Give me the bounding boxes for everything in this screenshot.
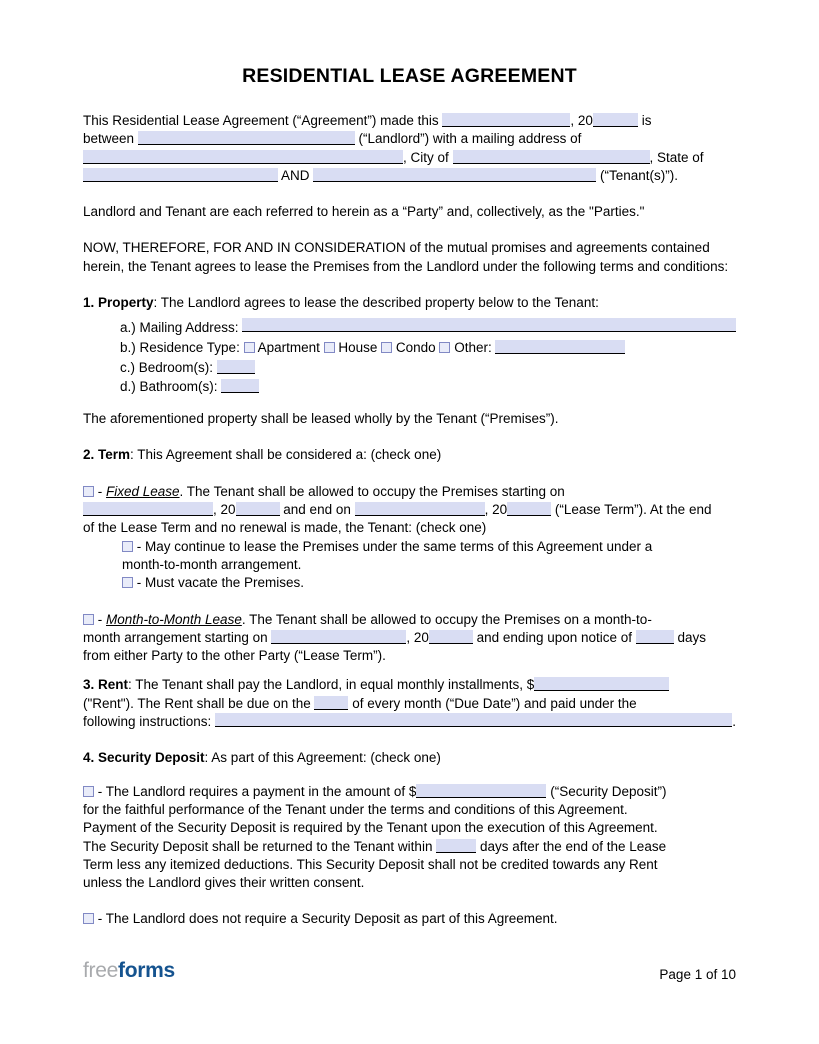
intro-paragraph xyxy=(83,112,736,185)
property-item-mailing-address xyxy=(120,318,736,338)
section-1-heading: 1. Property xyxy=(83,295,154,311)
property-item-bedrooms xyxy=(120,358,736,378)
field-payment-instructions[interactable] xyxy=(215,713,732,727)
monthly-l3: from either Party to the other Party (“Lease Term”). xyxy=(83,648,386,664)
rent-l2a: ("Rent"). The Rent shall be due on the xyxy=(83,695,315,711)
fixed-l2d: (“Lease Term”). At the end xyxy=(551,502,712,518)
field-rent-amount[interactable] xyxy=(534,677,669,691)
field-landlord-state[interactable] xyxy=(83,168,278,182)
intro-text-city-of: , City of xyxy=(403,149,453,165)
fixed-lease-label: Fixed Lease xyxy=(106,483,180,499)
other-label: Other: xyxy=(450,340,496,356)
field-monthly-start-year[interactable] xyxy=(429,630,473,644)
item-b-label: b.) Residence Type: xyxy=(120,340,244,356)
rent-l1-rest: : The Tenant shall pay the Landlord, in equal monthly installments, $ xyxy=(128,677,535,693)
rent-l3a: following instructions: xyxy=(83,714,216,730)
field-monthly-start-date[interactable] xyxy=(271,630,406,644)
page-indicator: Page 1 of 10 xyxy=(659,967,736,982)
intro-text-tenants: (“Tenant(s)”). xyxy=(596,167,679,183)
fixed-l2c: , 20 xyxy=(484,502,508,518)
section-3-heading: 3. Rent xyxy=(83,677,129,693)
intro-text-landlord: (“Landlord”) with a mailing address of xyxy=(354,131,582,147)
apartment-label: Apartment xyxy=(254,340,324,356)
house-label: House xyxy=(334,340,382,356)
field-agreement-date[interactable] xyxy=(442,113,570,127)
parties-text: Landlord and Tenant are each referred to herein as a “Party” and, collectively, as the "Parties." xyxy=(83,204,645,220)
field-bathrooms[interactable] xyxy=(221,379,259,393)
field-agreement-year[interactable] xyxy=(593,113,638,127)
field-deposit-amount[interactable] xyxy=(416,784,546,798)
rent-l3b: . xyxy=(732,714,736,730)
property-list xyxy=(120,318,736,397)
checkbox-fixed-lease[interactable] xyxy=(83,486,94,497)
monthly-l2b: , 20 xyxy=(406,629,429,645)
monthly-l2a: month arrangement starting on xyxy=(83,629,272,645)
checkbox-other[interactable] xyxy=(439,342,450,353)
fixed-l3: of the Lease Term and no renewal is made, the Tenant: (check one) xyxy=(83,520,487,536)
item-c-label: c.) Bedroom(s): xyxy=(120,359,217,375)
field-landlord-street-address[interactable] xyxy=(83,150,403,164)
field-property-address[interactable] xyxy=(242,318,736,332)
field-fixed-end-year[interactable] xyxy=(507,502,551,516)
intro-text-made-this: This Residential Lease Agreement (“Agreement”) made this xyxy=(83,113,443,128)
field-landlord-name[interactable] xyxy=(138,131,355,145)
field-tenant-names[interactable] xyxy=(313,168,596,182)
consideration-text: NOW, THEREFORE, FOR AND IN CONSIDERATION of the mutual promises and agreements contained herein, the Tenant agrees to lease the Premises from the Landlord under the following terms and conditions: xyxy=(83,240,729,274)
intro-text-comma-20: , 20 xyxy=(570,113,593,128)
consideration-paragraph xyxy=(83,239,736,276)
field-other-residence-type[interactable] xyxy=(495,340,625,354)
section-2-term-heading xyxy=(83,446,736,464)
parties-paragraph xyxy=(83,203,736,221)
section-4-heading-paragraph xyxy=(83,749,736,767)
monthly-dash: - xyxy=(94,611,106,627)
deposit-l4a: The Security Deposit shall be returned to the Tenant within xyxy=(83,838,437,854)
premises-text: The aforementioned property shall be leased wholly by the Tenant (“Premises”). xyxy=(83,411,559,427)
checkbox-month-to-month-lease[interactable] xyxy=(83,614,94,625)
checkbox-apartment[interactable] xyxy=(244,342,255,353)
section-1-property xyxy=(83,294,736,428)
may-continue-text: - May continue to lease the Premises under the same terms of this Agreement under a xyxy=(133,538,653,554)
item-a-label: a.) Mailing Address: xyxy=(120,320,243,336)
section-3-rent xyxy=(83,676,736,731)
property-item-bathrooms xyxy=(120,377,736,397)
must-vacate-text: - Must vacate the Premises. xyxy=(133,575,305,591)
field-fixed-end-date[interactable] xyxy=(355,502,485,516)
month-to-month-label: Month-to-Month Lease xyxy=(106,611,242,627)
fixed-l2b: and end on xyxy=(279,502,355,518)
document-title: RESIDENTIAL LEASE AGREEMENT xyxy=(242,65,577,87)
section-2-heading-rest: : This Agreement shall be considered a: (check one) xyxy=(130,447,442,463)
deposit-l1b: (“Security Deposit”) xyxy=(546,783,667,799)
field-landlord-city[interactable] xyxy=(453,150,650,164)
fixed-l1-rest: . The Tenant shall be allowed to occupy the Premises starting on xyxy=(179,483,565,499)
field-fixed-start-year[interactable] xyxy=(236,502,280,516)
monthly-l2c: and ending upon notice of xyxy=(472,629,636,645)
intro-text-state-of: , State of xyxy=(649,149,704,165)
section-4-heading: 4. Security Deposit xyxy=(83,750,205,766)
rent-l2b: of every month (“Due Date”) and paid under the xyxy=(348,695,637,711)
intro-text-between: between xyxy=(83,131,138,147)
intro-text-is: is xyxy=(637,113,652,128)
checkbox-condo[interactable] xyxy=(381,342,392,353)
no-deposit-text: - The Landlord does not require a Security Deposit as part of this Agreement. xyxy=(94,911,558,927)
month-to-month-paragraph xyxy=(83,611,736,666)
field-fixed-start-date[interactable] xyxy=(83,502,213,516)
checkbox-may-continue[interactable] xyxy=(122,541,133,552)
deposit-l4b: days after the end of the Lease xyxy=(476,838,667,854)
checkbox-requires-deposit[interactable] xyxy=(83,786,94,797)
section-2-heading: 2. Term xyxy=(83,447,131,463)
property-item-residence-type xyxy=(120,338,736,358)
section-4-heading-rest: : As part of this Agreement: (check one) xyxy=(204,750,441,766)
monthly-l1-rest: . The Tenant shall be allowed to occupy the Premises on a month-to- xyxy=(241,611,652,627)
field-rent-due-day[interactable] xyxy=(314,696,348,710)
logo-free-text: free xyxy=(83,959,118,982)
item-d-label: d.) Bathroom(s): xyxy=(120,379,222,395)
may-continue-text-2: month-to-month arrangement. xyxy=(122,556,302,572)
fixed-lease-paragraph xyxy=(83,483,736,593)
checkbox-no-deposit[interactable] xyxy=(83,913,94,924)
checkbox-must-vacate[interactable] xyxy=(122,577,133,588)
deposit-l5: Term less any itemized deductions. This Security Deposit shall not be credited towards any Rent xyxy=(83,856,658,872)
deposit-l2: for the faithful performance of the Tenant under the terms and conditions of this Agreement. xyxy=(83,801,628,817)
field-notice-days[interactable] xyxy=(636,630,674,644)
logo-forms-text: forms xyxy=(118,959,175,982)
freeforms-logo xyxy=(83,958,175,984)
deposit-required-paragraph xyxy=(83,783,736,893)
section-1-heading-rest: : The Landlord agrees to lease the described property below to the Tenant: xyxy=(153,295,599,311)
no-deposit-paragraph xyxy=(83,910,736,928)
field-deposit-return-days[interactable] xyxy=(436,839,476,853)
deposit-l6: unless the Landlord gives their written consent. xyxy=(83,875,365,891)
intro-text-and: AND xyxy=(278,167,314,183)
deposit-l3: Payment of the Security Deposit is required by the Tenant upon the execution of this Agreement. xyxy=(83,820,658,836)
deposit-l1a: - The Landlord requires a payment in the amount of $ xyxy=(94,783,417,799)
field-bedrooms[interactable] xyxy=(217,360,255,374)
fixed-dash: - xyxy=(94,483,106,499)
condo-label: Condo xyxy=(392,340,440,356)
monthly-l2d: days xyxy=(673,629,707,645)
fixed-l2a: , 20 xyxy=(213,502,236,518)
checkbox-house[interactable] xyxy=(324,342,335,353)
premises-note xyxy=(83,410,736,428)
